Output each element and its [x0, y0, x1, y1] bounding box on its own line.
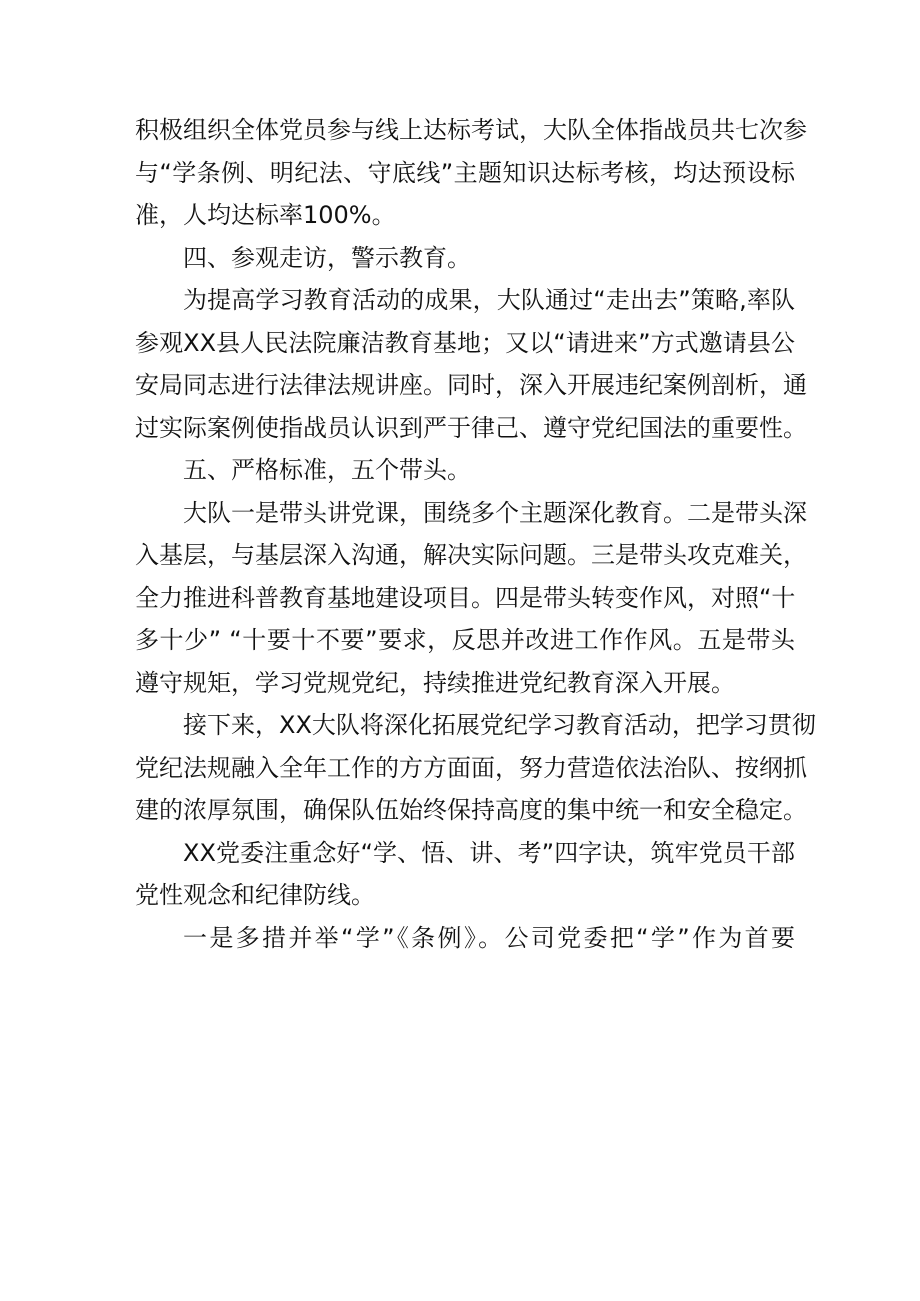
document-body	[135, 109, 816, 959]
section-heading: 四、参观走访，警示教育。	[183, 243, 471, 272]
text-line: 多十少” “十要十不要”要求，反思并改进工作作风。五是带头	[135, 626, 795, 654]
text-line: 遵守规矩，学习党规党纪，持续推进党纪教育深入开展。	[135, 668, 735, 697]
text-line: 准，人均达标率100%。	[135, 201, 396, 229]
text-line: 过实际案例使指战员认识到严于律己、遵守党纪国法的重要性。	[135, 413, 807, 442]
text-line: 党纪法规融入全年工作的方方面面，努力营造依法治队、按纲抓	[135, 753, 807, 782]
text-line: 积极组织全体党员参与线上达标考试，大队全体指战员共七次参	[135, 116, 807, 144]
text-line: 与“学条例、明纪法、守底线”主题知识达标考核，均达预设标	[135, 158, 795, 187]
text-line: 大队一是带头讲党课，围绕多个主题深化教育。二是带头深	[183, 498, 807, 527]
section-heading: 五、严格标准，五个带头。	[183, 456, 471, 484]
text-line: 参观XX县人民法院廉洁教育基地；又以“请进来”方式邀请县公	[135, 328, 795, 357]
text-line: 党性观念和纪律防线。	[135, 881, 375, 909]
text-line: 接下来，XX大队将深化拓展党纪学习教育活动，把学习贯彻	[183, 711, 816, 739]
text-line: 建的浓厚氛围，确保队伍始终保持高度的集中统一和安全稳定。	[135, 796, 807, 824]
text-line: 一是多措并举“学”《条例》。公司党委把“学”作为首要	[183, 923, 795, 952]
text-line: 全力推进科普教育基地建设项目。四是带头转变作风，对照“十	[135, 583, 796, 612]
text-line: XX党委注重念好“学、悟、讲、考”四字诀，筑牢党员干部	[183, 838, 795, 867]
text-line: 为提高学习教育活动的成果，大队通过“走出去”策略,率队	[183, 286, 795, 314]
text-line: 入基层，与基层深入沟通，解决实际问题。三是带头攻克难关，	[135, 541, 807, 569]
text-line: 安局同志进行法律法规讲座。同时，深入开展违纪案例剖析，通	[135, 371, 807, 399]
